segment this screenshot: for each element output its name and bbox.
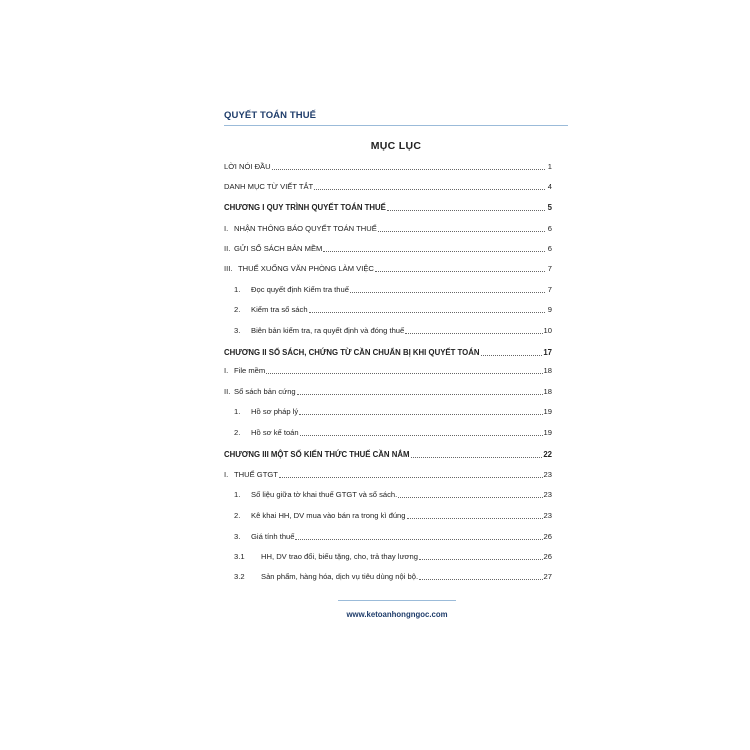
toc-entry[interactable]	[224, 489, 552, 501]
toc-entry-page: 5	[547, 203, 552, 212]
toc-entry-label: Đọc quyết định Kiểm tra thuế	[251, 285, 349, 294]
toc-entry-page: 17	[543, 348, 552, 357]
toc-entry-page: 27	[543, 572, 552, 581]
toc-entry-page: 7	[547, 285, 552, 294]
toc-leader-dots	[419, 579, 542, 580]
toc-entry-number: 1.	[234, 285, 241, 294]
toc-entry-label: THUẾ GTGT	[234, 470, 278, 479]
toc-entry[interactable]	[224, 571, 552, 583]
toc-entry[interactable]	[224, 304, 552, 316]
toc-leader-dots	[272, 169, 545, 170]
toc-entry-label: CHƯƠNG I QUY TRÌNH QUYẾT TOÁN THUẾ	[224, 203, 386, 212]
toc-entry[interactable]	[224, 365, 552, 377]
toc-entry[interactable]	[224, 161, 552, 173]
toc-entry-label: Số liệu giữa tờ khai thuế GTGT và sổ sách.	[251, 490, 398, 499]
toc-entry-label: Hồ sơ pháp lý	[251, 407, 299, 416]
toc-entry-number: I.	[224, 470, 229, 479]
toc-entry-label: Biên bản kiểm tra, ra quyết định và đóng thuế	[251, 326, 405, 335]
toc-leader-dots	[411, 457, 543, 458]
toc-entry-page: 18	[543, 366, 552, 375]
toc-entry[interactable]	[224, 202, 552, 214]
toc-leader-dots	[309, 312, 545, 313]
toc-entry[interactable]	[224, 223, 552, 235]
toc-entry-label: LỜI NÓI ĐẦU	[224, 162, 271, 171]
toc-entry[interactable]	[224, 531, 552, 543]
toc-entry-number: III.	[224, 264, 233, 273]
toc-leader-dots	[300, 435, 543, 436]
toc-leader-dots	[299, 414, 542, 415]
toc-entry-page: 23	[543, 470, 552, 479]
toc-entry-page: 4	[547, 182, 552, 191]
toc-entry[interactable]	[224, 551, 552, 563]
toc-entry[interactable]	[224, 427, 552, 439]
toc-entry-page: 19	[543, 407, 552, 416]
toc-entry-label: Sản phẩm, hàng hóa, dịch vụ tiêu dùng nội bộ.	[261, 572, 419, 581]
running-footer	[338, 600, 456, 622]
toc-heading: MỤC LỤC	[370, 140, 422, 152]
toc-entry[interactable]	[224, 449, 552, 461]
toc-entry[interactable]	[224, 263, 552, 275]
toc-entry-page: 26	[543, 552, 552, 561]
toc-entry-number: 1.	[234, 490, 241, 499]
toc-entry[interactable]	[224, 325, 552, 337]
toc-leader-dots	[350, 292, 545, 293]
toc-entry-label: CHƯƠNG II SỔ SÁCH, CHỨNG TỪ CẦN CHUẨN BỊ KHI QUYẾT TOÁN	[224, 348, 480, 357]
toc-entry-page: 1	[547, 162, 552, 171]
toc-entry-number: 2.	[234, 511, 241, 520]
toc-leader-dots	[398, 497, 542, 498]
toc-entry-number: 2.	[234, 305, 241, 314]
toc-entry-page: 6	[547, 244, 552, 253]
toc-entry-number: I.	[224, 366, 229, 375]
toc-entry-page: 7	[547, 264, 552, 273]
toc-entry-label: File mềm	[234, 366, 266, 375]
toc-entry[interactable]	[224, 347, 552, 359]
toc-entry-page: 6	[547, 224, 552, 233]
toc-entry-label: Giá tính thuế	[251, 532, 295, 541]
toc-entry-label: THUẾ XUỐNG VĂN PHÒNG LÀM VIỆC	[238, 264, 374, 273]
toc-leader-dots	[407, 518, 543, 519]
toc-entry-page: 19	[543, 428, 552, 437]
toc-entry-page: 10	[543, 326, 552, 335]
toc-entry-label: DANH MỤC TỪ VIẾT TẮT	[224, 182, 314, 191]
toc-entry-label: GỬI SỔ SÁCH BẢN MỀM	[234, 244, 323, 253]
toc-entry-page: 9	[547, 305, 552, 314]
toc-leader-dots	[323, 251, 545, 252]
toc-entry-page: 18	[543, 387, 552, 396]
toc-leader-dots	[419, 559, 543, 560]
toc-leader-dots	[295, 539, 542, 540]
toc-entry[interactable]	[224, 510, 552, 522]
toc-entry-label: NHẬN THÔNG BÁO QUYẾT TOÁN THUẾ	[234, 224, 377, 233]
toc-entry-label: CHƯƠNG III MỘT SỐ KIẾN THỨC THUẾ CẦN NẮM	[224, 450, 410, 459]
toc-entry-page: 22	[543, 450, 552, 459]
header-title: QUYẾT TOÁN THUẾ	[224, 110, 317, 121]
toc-entry-page: 23	[543, 511, 552, 520]
toc-entry[interactable]	[224, 243, 552, 255]
toc-entry-number: 3.1	[234, 552, 245, 561]
toc-entry-number: 3.2	[234, 572, 245, 581]
toc-entry[interactable]	[224, 181, 552, 193]
toc-entry-label: HH, DV trao đổi, biếu tặng, cho, trả thay lương	[261, 552, 418, 561]
toc-leader-dots	[405, 333, 542, 334]
toc-entry-number: I.	[224, 224, 229, 233]
toc-entry-number: 3.	[234, 532, 241, 541]
toc-entry[interactable]	[224, 284, 552, 296]
toc-leader-dots	[481, 355, 543, 356]
toc-entry-page: 26	[543, 532, 552, 541]
toc-leader-dots	[387, 210, 545, 211]
toc-entry-number: II.	[224, 244, 231, 253]
toc-entry[interactable]	[224, 406, 552, 418]
toc-leader-dots	[297, 394, 543, 395]
toc-entry-label: Hồ sơ kế toán	[251, 428, 299, 437]
toc-leader-dots	[314, 189, 545, 190]
toc-entry-number: 3.	[234, 326, 241, 335]
toc-entry-label: Sổ sách bản cứng	[234, 387, 296, 396]
toc-entry-number: 1.	[234, 407, 241, 416]
toc-leader-dots	[378, 231, 545, 232]
toc-entry-number: II.	[224, 387, 231, 396]
toc-entry[interactable]	[224, 386, 552, 398]
toc-leader-dots	[279, 477, 543, 478]
toc-entry-number: 2.	[234, 428, 241, 437]
toc-leader-dots	[375, 271, 545, 272]
website-link[interactable]: www.ketoanhongngoc.com	[346, 610, 448, 619]
toc-entry[interactable]	[224, 469, 552, 481]
toc-entry-page: 23	[543, 490, 552, 499]
toc-leader-dots	[266, 373, 542, 374]
running-header	[224, 110, 568, 126]
toc-entry-label: Kê khai HH, DV mua vào bán ra trong kì đúng	[251, 511, 406, 520]
toc-entry-label: Kiểm tra sổ sách	[251, 305, 308, 314]
